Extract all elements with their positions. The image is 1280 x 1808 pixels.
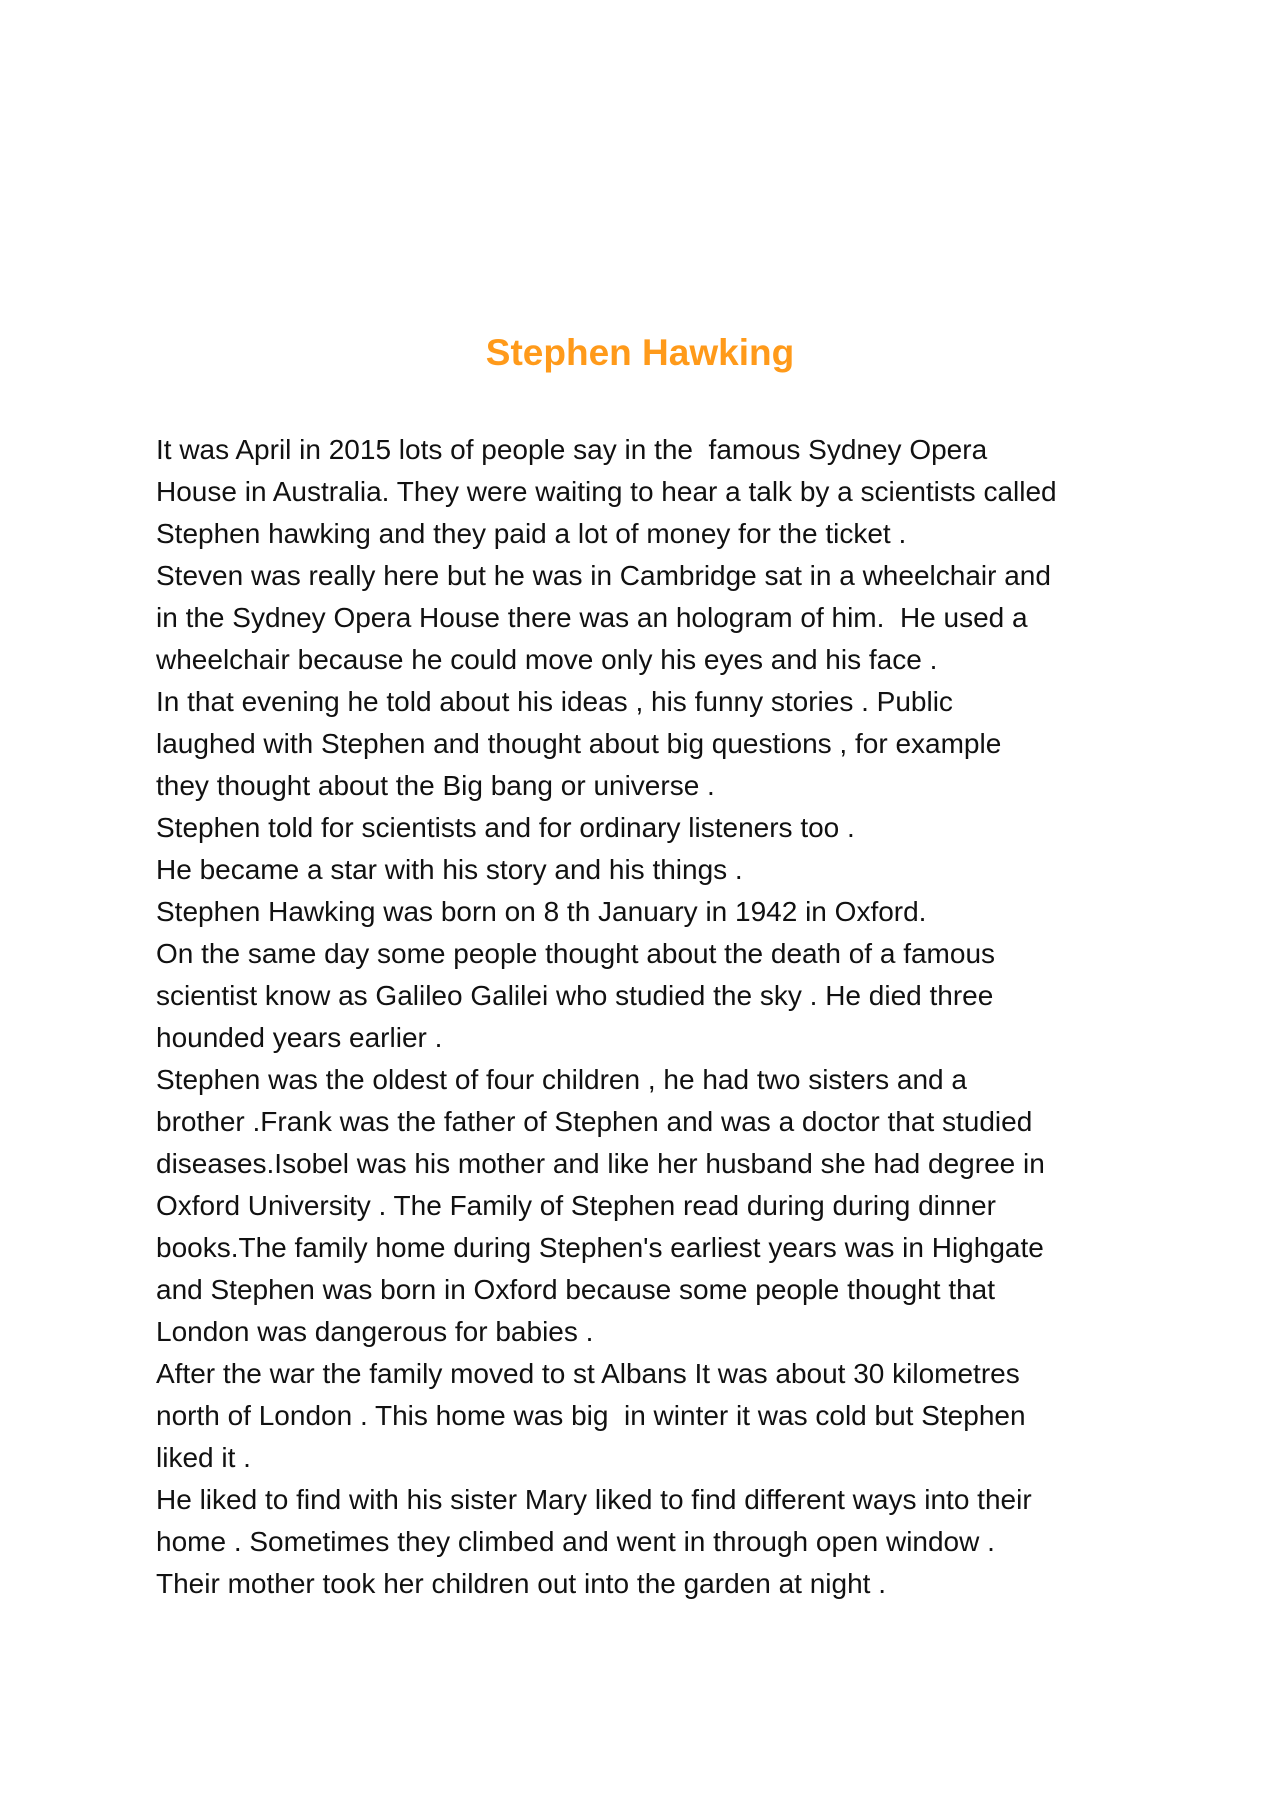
body-line: Steven was really here but he was in Cambridge sat in a wheelchair and	[156, 560, 1051, 591]
body-line: Oxford University . The Family of Stephen read during during dinner	[156, 1190, 996, 1221]
body-line: On the same day some people thought about the death of a famous	[156, 938, 996, 969]
body-line: He liked to find with his sister Mary liked to find different ways into their	[156, 1484, 1032, 1515]
body-line: diseases.Isobel was his mother and like her husband she had degree in	[156, 1148, 1045, 1179]
body-line: In that evening he told about his ideas , his funny stories . Public	[156, 686, 953, 717]
body-line: brother .Frank was the father of Stephen and was a doctor that studied	[156, 1106, 1033, 1137]
body-line: they thought about the Big bang or universe .	[156, 770, 715, 801]
body-line: north of London . This home was big in winter it was cold but Stephen	[156, 1400, 1026, 1431]
document-body	[156, 429, 1166, 1605]
body-line: House in Australia. They were waiting to hear a talk by a scientists called	[156, 476, 1057, 507]
body-line: hounded years earlier .	[156, 1022, 443, 1053]
body-line: wheelchair because he could move only his eyes and his face .	[156, 644, 938, 675]
body-line: books.The family home during Stephen's earliest years was in Highgate	[156, 1232, 1044, 1263]
body-line: Stephen told for scientists and for ordinary listeners too .	[156, 812, 855, 843]
body-line: Stephen hawking and they paid a lot of money for the ticket .	[156, 518, 907, 549]
body-line: liked it .	[156, 1442, 251, 1473]
body-line: He became a star with his story and his things .	[156, 854, 743, 885]
body-line: After the war the family moved to st Albans It was about 30 kilometres	[156, 1358, 1020, 1389]
body-line: Their mother took her children out into the garden at night .	[156, 1568, 886, 1599]
body-line: scientist know as Galileo Galilei who studied the sky . He died three	[156, 980, 994, 1011]
body-line: London was dangerous for babies .	[156, 1316, 594, 1347]
body-line: home . Sometimes they climbed and went in through open window .	[156, 1526, 995, 1557]
body-line: laughed with Stephen and thought about big questions , for example	[156, 728, 1002, 759]
body-line: and Stephen was born in Oxford because some people thought that	[156, 1274, 996, 1305]
body-line: It was April in 2015 lots of people say in the famous Sydney Opera	[156, 434, 988, 465]
document-title: Stephen Hawking	[485, 332, 795, 373]
body-line: Stephen was the oldest of four children , he had two sisters and a	[156, 1064, 967, 1095]
body-line: Stephen Hawking was born on 8 th January in 1942 in Oxford.	[156, 896, 927, 927]
body-line: in the Sydney Opera House there was an hologram of him. He used a	[156, 602, 1028, 633]
